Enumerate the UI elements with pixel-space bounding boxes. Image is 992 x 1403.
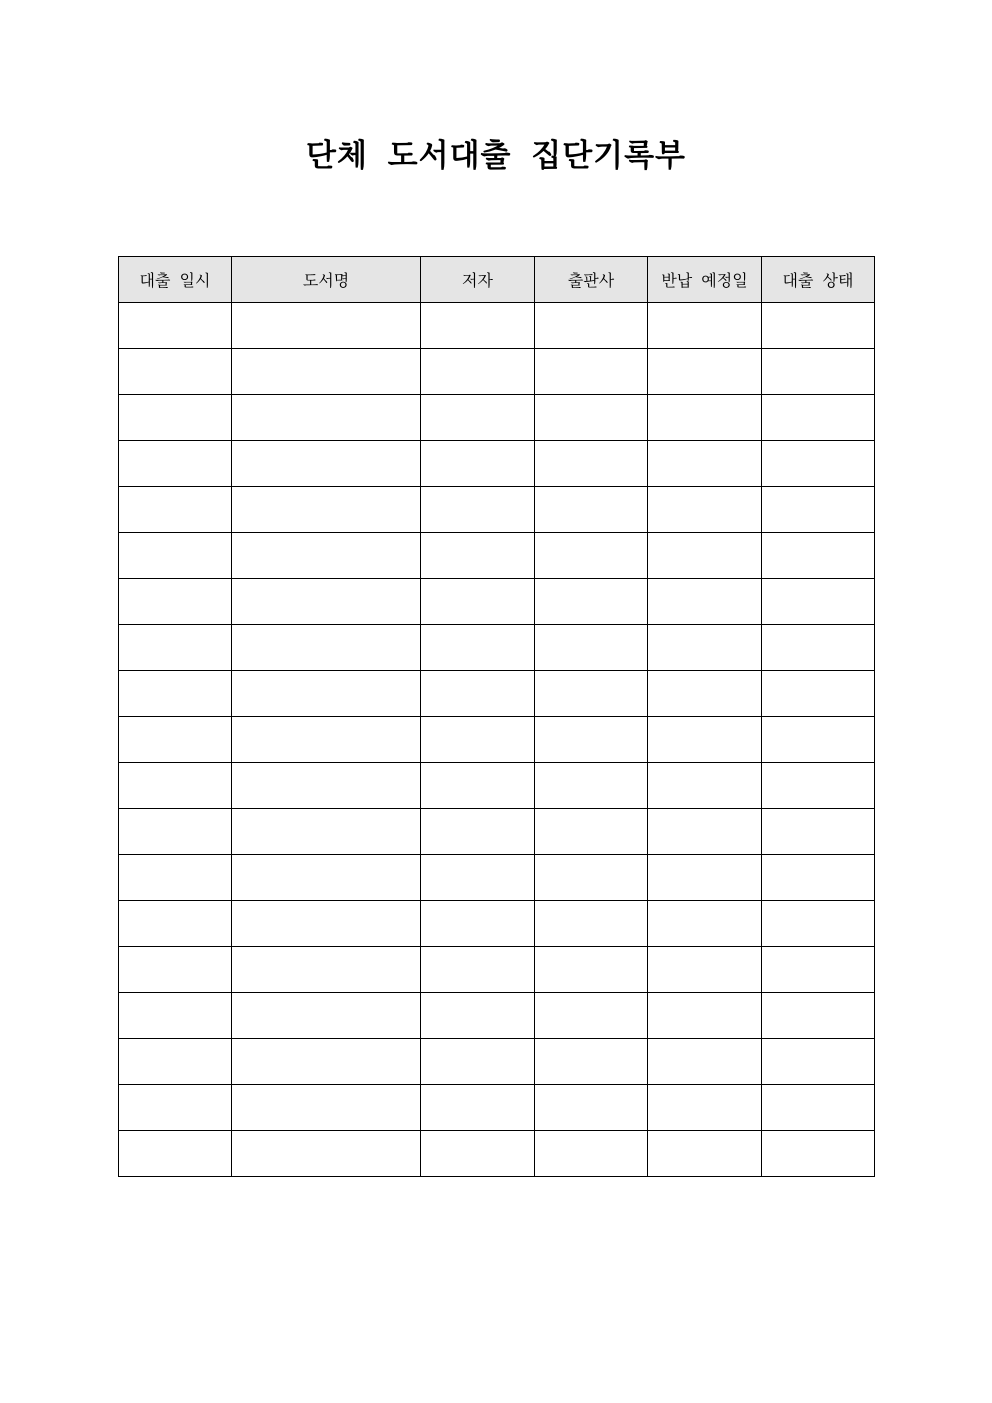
cell-return-due-date[interactable] (648, 901, 762, 947)
cell-book-title[interactable] (232, 993, 421, 1039)
table-row (119, 441, 875, 487)
cell-publisher[interactable] (535, 533, 648, 579)
cell-publisher[interactable] (535, 395, 648, 441)
header-return-due-date: 반납 예정일 (648, 257, 762, 303)
cell-author[interactable] (421, 579, 535, 625)
cell-return-due-date[interactable] (648, 487, 762, 533)
cell-book-title[interactable] (232, 395, 421, 441)
cell-author[interactable] (421, 1131, 535, 1177)
cell-book-title[interactable] (232, 625, 421, 671)
cell-loan-date[interactable] (119, 901, 232, 947)
cell-publisher[interactable] (535, 901, 648, 947)
cell-book-title[interactable] (232, 441, 421, 487)
cell-publisher[interactable] (535, 1039, 648, 1085)
table-row (119, 1085, 875, 1131)
header-loan-status: 대출 상태 (762, 257, 875, 303)
cell-return-due-date[interactable] (648, 533, 762, 579)
table-row (119, 1131, 875, 1177)
cell-publisher[interactable] (535, 1085, 648, 1131)
table-row (119, 487, 875, 533)
table-row (119, 901, 875, 947)
cell-publisher[interactable] (535, 303, 648, 349)
cell-loan-status[interactable] (762, 1039, 875, 1085)
cell-loan-date[interactable] (119, 809, 232, 855)
cell-publisher[interactable] (535, 625, 648, 671)
table-row (119, 947, 875, 993)
cell-publisher[interactable] (535, 947, 648, 993)
table-header-row (119, 257, 875, 303)
cell-publisher[interactable] (535, 717, 648, 763)
cell-book-title[interactable] (232, 487, 421, 533)
cell-loan-status[interactable] (762, 349, 875, 395)
cell-publisher[interactable] (535, 993, 648, 1039)
cell-loan-date[interactable] (119, 349, 232, 395)
cell-return-due-date[interactable] (648, 993, 762, 1039)
cell-loan-date[interactable] (119, 855, 232, 901)
table-row (119, 303, 875, 349)
cell-book-title[interactable] (232, 717, 421, 763)
table-row (119, 1039, 875, 1085)
cell-return-due-date[interactable] (648, 1085, 762, 1131)
cell-return-due-date[interactable] (648, 625, 762, 671)
cell-return-due-date[interactable] (648, 579, 762, 625)
cell-publisher[interactable] (535, 671, 648, 717)
loan-record-table (118, 256, 875, 1177)
table-row (119, 671, 875, 717)
cell-loan-date[interactable] (119, 671, 232, 717)
cell-publisher[interactable] (535, 441, 648, 487)
cell-book-title[interactable] (232, 349, 421, 395)
cell-return-due-date[interactable] (648, 1039, 762, 1085)
cell-loan-date[interactable] (119, 533, 232, 579)
cell-return-due-date[interactable] (648, 395, 762, 441)
cell-loan-status[interactable] (762, 579, 875, 625)
cell-author[interactable] (421, 349, 535, 395)
table-row (119, 579, 875, 625)
cell-loan-date[interactable] (119, 1131, 232, 1177)
cell-publisher[interactable] (535, 579, 648, 625)
cell-publisher[interactable] (535, 1131, 648, 1177)
cell-book-title[interactable] (232, 1131, 421, 1177)
cell-loan-date[interactable] (119, 1039, 232, 1085)
table-row (119, 763, 875, 809)
cell-author[interactable] (421, 441, 535, 487)
cell-loan-date[interactable] (119, 1085, 232, 1131)
cell-author[interactable] (421, 763, 535, 809)
document-title: 단체 도서대출 집단기록부 (306, 138, 686, 174)
cell-loan-status[interactable] (762, 533, 875, 579)
cell-author[interactable] (421, 303, 535, 349)
table-row (119, 395, 875, 441)
cell-loan-date[interactable] (119, 763, 232, 809)
table-row (119, 717, 875, 763)
cell-loan-status[interactable] (762, 441, 875, 487)
cell-return-due-date[interactable] (648, 763, 762, 809)
cell-return-due-date[interactable] (648, 671, 762, 717)
cell-book-title[interactable] (232, 303, 421, 349)
cell-author[interactable] (421, 533, 535, 579)
cell-loan-status[interactable] (762, 855, 875, 901)
cell-loan-date[interactable] (119, 717, 232, 763)
table-row (119, 533, 875, 579)
cell-book-title[interactable] (232, 763, 421, 809)
cell-publisher[interactable] (535, 809, 648, 855)
cell-author[interactable] (421, 487, 535, 533)
cell-publisher[interactable] (535, 349, 648, 395)
cell-loan-status[interactable] (762, 303, 875, 349)
cell-author[interactable] (421, 671, 535, 717)
cell-author[interactable] (421, 395, 535, 441)
header-loan-date: 대출 일시 (119, 257, 232, 303)
cell-book-title[interactable] (232, 855, 421, 901)
table-row (119, 625, 875, 671)
cell-loan-status[interactable] (762, 947, 875, 993)
cell-book-title[interactable] (232, 1039, 421, 1085)
cell-loan-status[interactable] (762, 395, 875, 441)
cell-author[interactable] (421, 717, 535, 763)
header-author: 저자 (421, 257, 535, 303)
cell-author[interactable] (421, 855, 535, 901)
cell-book-title[interactable] (232, 533, 421, 579)
cell-publisher[interactable] (535, 487, 648, 533)
cell-book-title[interactable] (232, 809, 421, 855)
cell-loan-date[interactable] (119, 625, 232, 671)
cell-loan-status[interactable] (762, 625, 875, 671)
cell-loan-date[interactable] (119, 947, 232, 993)
cell-author[interactable] (421, 625, 535, 671)
cell-loan-date[interactable] (119, 579, 232, 625)
cell-author[interactable] (421, 809, 535, 855)
cell-author[interactable] (421, 901, 535, 947)
cell-book-title[interactable] (232, 901, 421, 947)
cell-book-title[interactable] (232, 947, 421, 993)
cell-loan-date[interactable] (119, 441, 232, 487)
table-row (119, 993, 875, 1039)
cell-return-due-date[interactable] (648, 855, 762, 901)
cell-return-due-date[interactable] (648, 1131, 762, 1177)
cell-loan-status[interactable] (762, 717, 875, 763)
cell-book-title[interactable] (232, 579, 421, 625)
cell-loan-status[interactable] (762, 487, 875, 533)
header-publisher: 출판사 (535, 257, 648, 303)
cell-return-due-date[interactable] (648, 303, 762, 349)
cell-return-due-date[interactable] (648, 809, 762, 855)
cell-loan-status[interactable] (762, 901, 875, 947)
cell-author[interactable] (421, 1039, 535, 1085)
cell-return-due-date[interactable] (648, 441, 762, 487)
cell-return-due-date[interactable] (648, 947, 762, 993)
cell-loan-status[interactable] (762, 763, 875, 809)
cell-return-due-date[interactable] (648, 349, 762, 395)
cell-loan-status[interactable] (762, 809, 875, 855)
cell-loan-status[interactable] (762, 671, 875, 717)
cell-book-title[interactable] (232, 1085, 421, 1131)
cell-loan-status[interactable] (762, 993, 875, 1039)
cell-loan-date[interactable] (119, 993, 232, 1039)
table-body (119, 303, 875, 1177)
cell-author[interactable] (421, 993, 535, 1039)
cell-return-due-date[interactable] (648, 717, 762, 763)
cell-loan-status[interactable] (762, 1131, 875, 1177)
cell-loan-date[interactable] (119, 395, 232, 441)
cell-publisher[interactable] (535, 855, 648, 901)
table-row (119, 349, 875, 395)
table-row (119, 809, 875, 855)
cell-loan-status[interactable] (762, 1085, 875, 1131)
header-book-title: 도서명 (232, 257, 421, 303)
cell-loan-date[interactable] (119, 303, 232, 349)
cell-publisher[interactable] (535, 763, 648, 809)
cell-book-title[interactable] (232, 671, 421, 717)
cell-author[interactable] (421, 947, 535, 993)
cell-author[interactable] (421, 1085, 535, 1131)
table-row (119, 855, 875, 901)
cell-loan-date[interactable] (119, 487, 232, 533)
